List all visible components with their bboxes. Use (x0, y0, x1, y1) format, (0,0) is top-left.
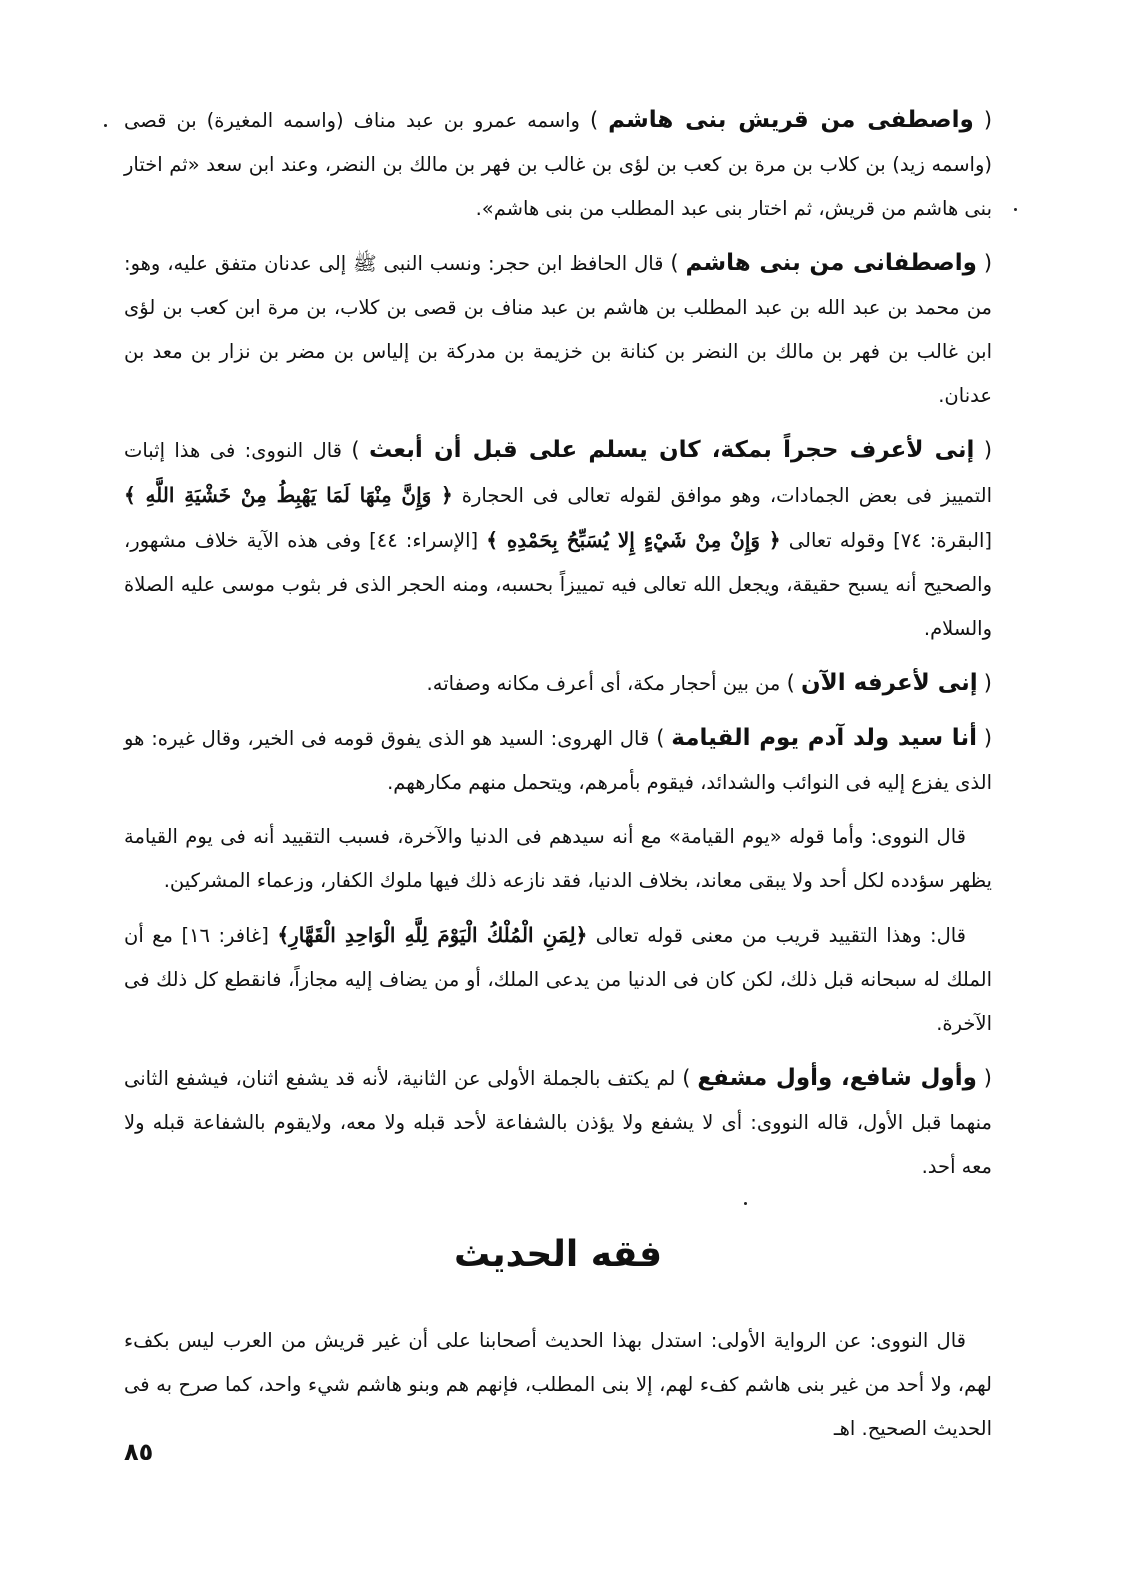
fiqh-paragraph (124, 1319, 992, 1451)
page-body (124, 98, 992, 1461)
commentary-text: قال الهروى: السيد هو الذى يفوق قومه فى الخير، وقال غيره: هو الذى يفزع إليه فى النوائب والشدائد، فيقوم بأمرهم، ويتحمل منهم مكارههم. (124, 727, 992, 794)
open-paren: ( (983, 726, 993, 750)
paragraph-7 (124, 913, 992, 1046)
paragraph-4 (124, 661, 992, 706)
commentary-text: من بين أحجار مكة، أى أعرف مكانه وصفاته. (426, 672, 781, 695)
open-paren: ( (983, 108, 993, 132)
commentary-text: لم يكتف بالجملة الأولى عن الثانية، لأنه قد يشفع اثنان، فيشفع الثانى منهما قبل الأول، قاله النووى: أى لا يشفع ولا يؤذن بالشفاعة لأحد قبله ولا معه، ولايقوم بالشفاعة قبله ولا معه أحد. (124, 1067, 992, 1178)
quran-verse: ﴿لِمَنِ الْمُلْكُ الْيَوْمَ لِلَّهِ الْوَاحِدِ الْقَهَّارِ﴾ (277, 923, 588, 947)
hadith-lemma: إنى لأعرفه الآن (800, 670, 978, 696)
hadith-lemma: واصطفانى من بنى هاشم (685, 250, 977, 276)
open-paren: ( (983, 1066, 992, 1090)
quran-verse: ﴿ وَإِنَّ مِنْهَا لَمَا يَهْبِطُ مِنْ خَشْيَةِ اللَّهِ ﴾ (124, 483, 453, 507)
verse-reference: [البقرة: ٧٤] (893, 529, 993, 552)
close-paren: ) (786, 671, 795, 695)
commentary-text: واسمه عمرو بن عبد مناف (واسمه المغيرة) بن قصى (واسمه زيد) بن كلاب بن مرة بن كعب بن لؤى بن غالب بن فهر بن مالك بن النضر، وعند ابن سعد «ثم اختار بنى هاشم من قريش، ثم اختار بنى عبد المطلب من بنى هاشم». (124, 109, 992, 220)
close-paren: ) (589, 108, 599, 132)
commentary-text: مع أن الملك له سبحانه قبل ذلك، لكن كان فى الدنيا من يدعى الملك، أو من يضاف إليه مجازاً، فانقطع كل ذلك فى الآخرة. (124, 924, 992, 1035)
commentary-text: قال النووى: فى هذا إثبات التمييز فى بعض الجمادات، وهو موافق لقوله تعالى فى الحجارة (124, 439, 992, 507)
verse-reference: [غافر: ١٦] (181, 924, 269, 947)
close-paren: ) (670, 251, 679, 275)
commentary-text: قال النووى: عن الرواية الأولى: استدل بهذا الحديث أصحابنا على أن غير قريش من العرب ليس بكفء لهم، ولا أحد من غير بنى هاشم كفء لهم، إلا بنى المطلب، فإنهم هم وبنو هاشم شيء واحد، كما صرح به فى الحديث الصحيح. اهـ (124, 1329, 992, 1440)
close-paren: ) (682, 1066, 691, 1090)
close-paren: ) (351, 438, 360, 462)
hadith-lemma: إنى لأعرف حجراً بمكة، كان يسلم على قبل أن أبعث (368, 437, 975, 463)
open-paren: ( (983, 438, 993, 462)
open-paren: ( (983, 251, 993, 275)
commentary-text: قال الحافظ ابن حجر: ونسب النبى ﷺ إلى عدنان متفق عليه، وهو: من محمد بن عبد الله بن عبد المطلب بن هاشم بن عبد مناف بن قصى بن كلاب، بن مرة ابن كعب بن لؤى ابن غالب بن فهر بن مالك بن النضر بن كنانة بن خزيمة بن مدركة بن إلياس بن مضر بن نزار بن معد بن عدنان. (124, 252, 992, 407)
section-title: فقه الحديث (453, 1234, 663, 1275)
commentary-text: وفى هذه الآية خلاف مشهور، والصحيح أنه يسبح حقيقة، ويجعل الله تعالى فيه تمييزاً بحسبه، ومنه الحجر الذى فر بثوب موسى عليه الصلاة والسلام. (124, 529, 992, 640)
paragraph-5 (124, 716, 992, 805)
scan-speck (1014, 208, 1017, 211)
scan-speck (104, 124, 107, 127)
quran-verse: ﴿ وَإِنْ مِنْ شَيْءٍ إِلا يُسَبِّحُ بِحَمْدِهِ ﴾ (486, 528, 781, 552)
hadith-lemma: وأول شافع، وأول مشفع (697, 1065, 977, 1091)
commentary-text: قال: وهذا التقييد قريب من معنى قوله تعالى (595, 924, 966, 947)
open-paren: ( (983, 671, 992, 695)
commentary-text: قال النووى: وأما قوله «يوم القيامة» مع أنه سيدهم فى الدنيا والآخرة، فسبب التقييد أنه فى يوم القيامة يظهر سؤدده لكل أحد ولا يبقى معاند، بخلاف الدنيا، فقد نازعه ذلك فيها ملوك الكفار، وزعماء المشركين. (124, 825, 992, 892)
hadith-lemma: واصطفى من قريش بنى هاشم (608, 107, 974, 133)
page-number: ٨٥ (124, 1438, 154, 1466)
commentary-text: وقوله تعالى (788, 529, 886, 552)
paragraph-3 (124, 428, 992, 651)
paragraph-6 (124, 815, 992, 903)
paragraph-1 (124, 98, 992, 231)
hadith-lemma: أنا سيد ولد آدم يوم القيامة (671, 725, 977, 751)
verse-reference: [الإسراء: ٤٤] (369, 529, 479, 552)
close-paren: ) (656, 726, 665, 750)
paragraph-2 (124, 241, 992, 418)
paragraph-8 (124, 1056, 992, 1189)
